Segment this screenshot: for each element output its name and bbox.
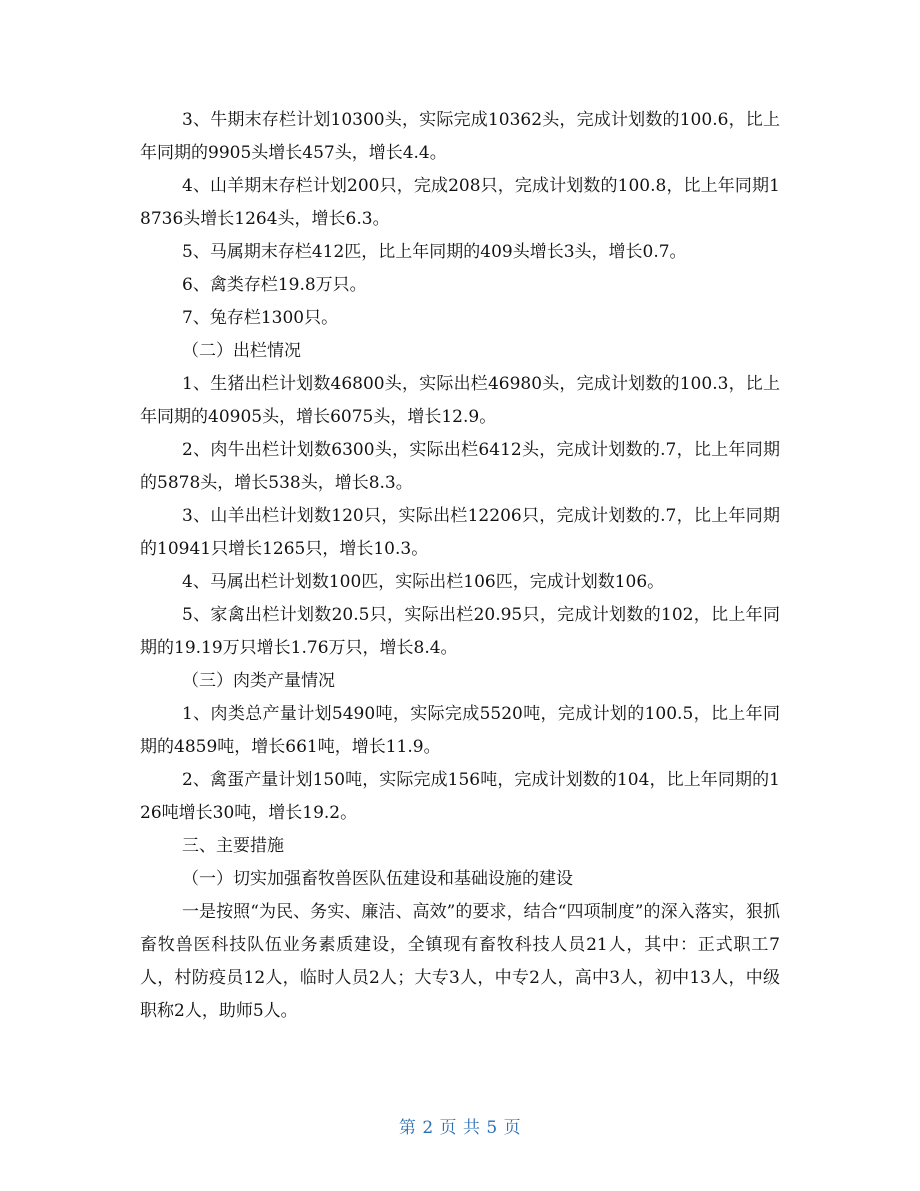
section-heading-slaughter: （二）出栏情况 <box>182 341 301 361</box>
paragraph-goat-slaughter: 3、山羊出栏计划数120只，实际出栏12206只，完成计划数的.7，比上年同期的10941只增长1265只，增长10.3。 <box>140 506 780 559</box>
section-heading-team-building: （一）切实加强畜牧兽医队伍建设和基础设施的建设 <box>182 869 573 889</box>
section-heading-meat-output: （三）肉类产量情况 <box>182 671 335 691</box>
paragraph-horse-slaughter: 4、马属出栏计划数100匹，实际出栏106匹，完成计划数106。 <box>182 572 665 592</box>
paragraph-beef-slaughter: 2、肉牛出栏计划数6300头，实际出栏6412头，完成计划数的.7，比上年同期的5878头，增长538头，增长8.3。 <box>140 440 780 493</box>
document-body <box>140 104 780 1028</box>
paragraph-pig-slaughter: 1、生猪出栏计划数46800头，实际出栏46980头，完成计划数的100.3，比上年同期的40905头，增长6075头，增长12.9。 <box>140 374 780 427</box>
paragraph-meat-output: 1、肉类总产量计划5490吨，实际完成5520吨，完成计划的100.5，比上年同期的4859吨，增长661吨，增长11.9。 <box>140 704 780 757</box>
paragraph-goat-stock: 4、山羊期末存栏计划200只，完成208只，完成计划数的100.8，比上年同期18736头增长1264头，增长6.3。 <box>140 176 780 229</box>
section-heading-main-measures: 三、主要措施 <box>182 836 284 856</box>
paragraph-cattle-stock: 3、牛期末存栏计划10300头，实际完成10362头，完成计划数的100.6，比上年同期的9905头增长457头，增长4.4。 <box>140 110 780 163</box>
paragraph-poultry-slaughter: 5、家禽出栏计划数20.5只，实际出栏20.95只，完成计划数的102，比上年同期的19.19万只增长1.76万只，增长8.4。 <box>140 605 780 658</box>
paragraph-poultry-stock: 6、禽类存栏19.8万只。 <box>182 275 367 295</box>
paragraph-egg-output: 2、禽蛋产量计划150吨，实际完成156吨，完成计划数的104，比上年同期的126吨增长30吨，增长19.2。 <box>140 770 780 823</box>
paragraph-team-details: 一是按照“为民、务实、廉洁、高效”的要求，结合“四项制度”的深入落实，狠抓畜牧兽医科技队伍业务素质建设，全镇现有畜牧科技人员21人，其中：正式职工7人，村防疫员12人，临时人员2人；大专3人，中专2人，高中3人，初中13人，中级职称2人，助师5人。 <box>140 902 780 1021</box>
paragraph-rabbit-stock: 7、兔存栏1300只。 <box>182 308 339 328</box>
page-number-footer: 第 2 页 共 5 页 <box>398 1118 522 1138</box>
paragraph-horse-stock: 5、马属期末存栏412匹，比上年同期的409头增长3头，增长0.7。 <box>182 242 687 262</box>
